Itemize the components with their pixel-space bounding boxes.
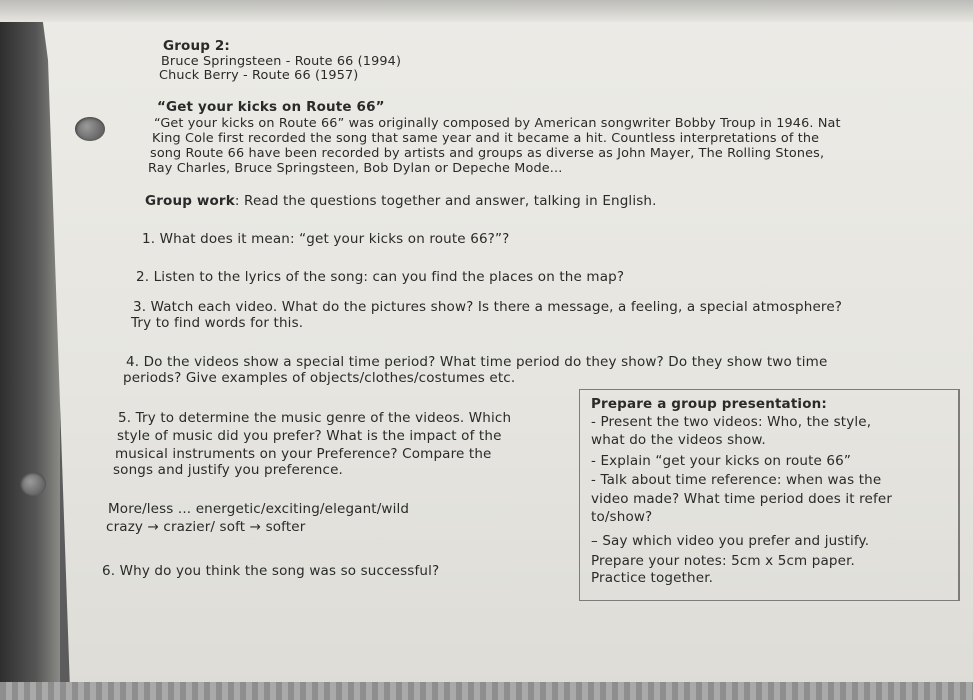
question-6: 6. Why do you think the song was so successful? xyxy=(102,563,440,579)
artist-line-2: Chuck Berry - Route 66 (1957) xyxy=(159,68,359,83)
intro-title: “Get your kicks on Route 66” xyxy=(157,99,385,115)
presentation-title: Prepare a group presentation: xyxy=(591,396,827,412)
question-3-line-2: Try to find words for this. xyxy=(131,315,304,331)
question-1: 1. What does it mean: “get your kicks on route 66?”? xyxy=(142,231,510,247)
question-5-line-3: musical instruments on your Preference? Compare the xyxy=(115,446,492,462)
question-4-line-2: periods? Give examples of objects/clothes/costumes etc. xyxy=(123,370,516,386)
presentation-line: to/show? xyxy=(591,509,653,525)
intro-line: King Cole first recorded the song that same year and it became a hit. Countless interpretations of the xyxy=(152,131,820,146)
group-label: Group 2: xyxy=(163,38,230,54)
question-5-line-1: 5. Try to determine the music genre of the videos. Which xyxy=(118,410,512,426)
question-5-line-4: songs and justify you preference. xyxy=(113,462,343,478)
vocab-line-2: crazy → crazier/ soft → softer xyxy=(106,519,306,535)
presentation-line: Prepare your notes: 5cm x 5cm paper. xyxy=(591,553,855,569)
group-work-label: Group work xyxy=(145,193,235,209)
presentation-line: – Say which video you prefer and justify. xyxy=(591,533,870,549)
group-work-text: : Read the questions together and answer, talking in English. xyxy=(234,193,657,209)
presentation-line: - Explain “get your kicks on route 66” xyxy=(591,453,852,469)
question-3-line-1: 3. Watch each video. What do the pictures show? Is there a message, a feeling, a special atmosphere? xyxy=(133,299,843,315)
presentation-line: what do the videos show. xyxy=(591,432,766,448)
intro-line: Ray Charles, Bruce Springsteen, Bob Dylan or Depeche Mode... xyxy=(148,161,563,176)
intro-line: “Get your kicks on Route 66” was originally composed by American songwriter Bobby Troup in 1946. Nat xyxy=(154,116,841,131)
intro-line: song Route 66 have been recorded by artists and groups as diverse as John Mayer, The Rolling Stones, xyxy=(150,146,825,161)
presentation-line: Practice together. xyxy=(591,570,714,586)
artist-line-1: Bruce Springsteen - Route 66 (1994) xyxy=(161,54,402,69)
presentation-line: - Present the two videos: Who, the style, xyxy=(591,414,872,430)
presentation-line: video made? What time period does it refer xyxy=(591,491,893,507)
presentation-line: - Talk about time reference: when was the xyxy=(591,472,882,488)
question-2: 2. Listen to the lyrics of the song: can you find the places on the map? xyxy=(136,269,625,285)
question-4-line-1: 4. Do the videos show a special time period? What time period do they show? Do they show two time xyxy=(126,354,828,370)
group-work-instruction xyxy=(145,193,657,209)
vocab-line-1: More/less ... energetic/exciting/elegant/wild xyxy=(108,501,410,517)
question-5-line-2: style of music did you prefer? What is the impact of the xyxy=(117,428,502,444)
